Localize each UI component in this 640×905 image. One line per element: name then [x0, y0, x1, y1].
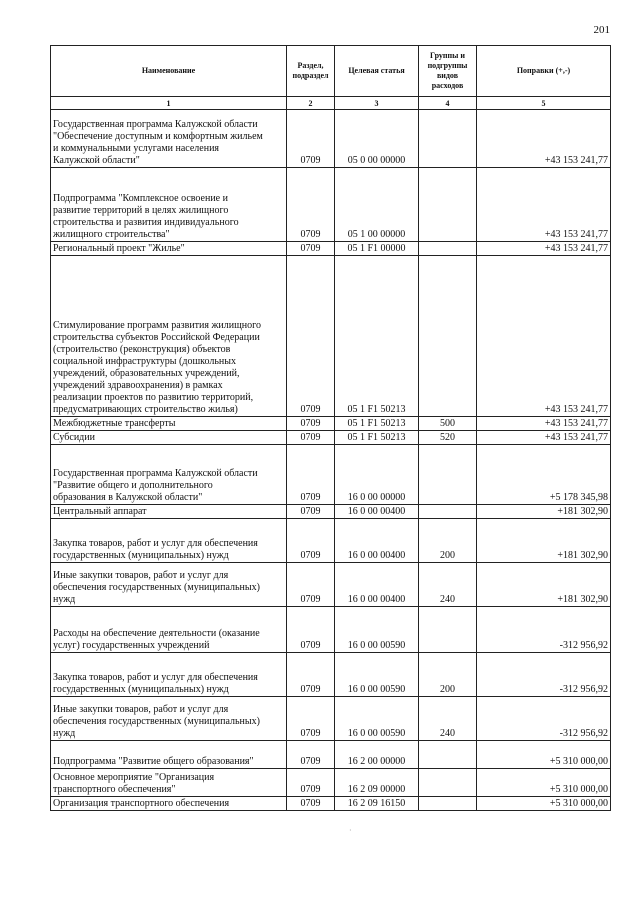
column-number: 3	[335, 97, 419, 110]
row-section: 0709	[287, 519, 335, 563]
table-row	[51, 797, 611, 811]
row-name: Стимулирование программ развития жилищного строительства субъектов Российской Федерации (строительство (реконструкция) объектов социальной инфраструктуры (дошкольных учреждений, образовательных учреждений, учреждений здравоохранения) в рамках реализации проектов по развитию территорий, предусматривающих строительство жилья)	[51, 256, 287, 417]
row-group: 240	[419, 563, 477, 607]
table-row	[51, 607, 611, 653]
row-name: Центральный аппарат	[51, 505, 287, 519]
row-amount: +181 302,90	[477, 563, 611, 607]
table-row	[51, 519, 611, 563]
row-group	[419, 445, 477, 505]
row-amount: +43 153 241,77	[477, 431, 611, 445]
column-number: 5	[477, 97, 611, 110]
row-section: 0709	[287, 563, 335, 607]
row-amount: +43 153 241,77	[477, 110, 611, 168]
row-section: 0709	[287, 607, 335, 653]
row-section: 0709	[287, 653, 335, 697]
row-name: Субсидии	[51, 431, 287, 445]
table-row	[51, 242, 611, 256]
row-target: 16 0 00 00590	[335, 697, 419, 741]
row-amount: -312 956,92	[477, 653, 611, 697]
row-name: Государственная программа Калужской области "Развитие общего и дополнительного образования в Калужской области"	[51, 445, 287, 505]
row-amount: -312 956,92	[477, 697, 611, 741]
row-target: 05 1 F1 50213	[335, 417, 419, 431]
row-section: 0709	[287, 256, 335, 417]
row-section: 0709	[287, 431, 335, 445]
table-row	[51, 168, 611, 242]
column-number: 4	[419, 97, 477, 110]
row-section: 0709	[287, 505, 335, 519]
row-group	[419, 242, 477, 256]
row-group	[419, 168, 477, 242]
table-row	[51, 256, 611, 417]
row-group	[419, 256, 477, 417]
row-name: Государственная программа Калужской области "Обеспечение доступным и комфортным жильем и коммунальными услугами населения Калужской области"	[51, 110, 287, 168]
row-target: 16 2 09 16150	[335, 797, 419, 811]
row-section: 0709	[287, 769, 335, 797]
table-row	[51, 417, 611, 431]
table-row	[51, 563, 611, 607]
row-amount: +43 153 241,77	[477, 168, 611, 242]
table-row	[51, 769, 611, 797]
row-name: Организация транспортного обеспечения	[51, 797, 287, 811]
row-amount: -312 956,92	[477, 607, 611, 653]
table-row	[51, 741, 611, 769]
table-row	[51, 653, 611, 697]
row-name: Иные закупки товаров, работ и услуг для обеспечения государственных (муниципальных) нужд	[51, 697, 287, 741]
row-amount: +5 310 000,00	[477, 769, 611, 797]
row-target: 16 0 00 00590	[335, 607, 419, 653]
row-name: Межбюджетные трансферты	[51, 417, 287, 431]
column-number: 1	[51, 97, 287, 110]
row-target: 16 0 00 00400	[335, 519, 419, 563]
row-group: 200	[419, 519, 477, 563]
row-group	[419, 797, 477, 811]
row-amount: +5 310 000,00	[477, 741, 611, 769]
row-name: Закупка товаров, работ и услуг для обеспечения государственных (муниципальных) нужд	[51, 519, 287, 563]
row-section: 0709	[287, 242, 335, 256]
header-amendments: Поправки (+,-)	[477, 46, 611, 97]
row-target: 16 2 09 00000	[335, 769, 419, 797]
row-amount: +43 153 241,77	[477, 417, 611, 431]
row-amount: +5 310 000,00	[477, 797, 611, 811]
row-name: Расходы на обеспечение деятельности (оказание услуг) государственных учреждений	[51, 607, 287, 653]
row-group: 520	[419, 431, 477, 445]
table-row	[51, 697, 611, 741]
scan-dot: ·	[349, 826, 352, 835]
row-section: 0709	[287, 445, 335, 505]
row-amount: +181 302,90	[477, 505, 611, 519]
table-row	[51, 431, 611, 445]
row-section: 0709	[287, 697, 335, 741]
row-group: 240	[419, 697, 477, 741]
row-target: 16 0 00 00590	[335, 653, 419, 697]
row-group	[419, 110, 477, 168]
row-name: Иные закупки товаров, работ и услуг для обеспечения государственных (муниципальных) нужд	[51, 563, 287, 607]
row-target: 05 1 F1 00000	[335, 242, 419, 256]
budget-table	[50, 45, 611, 811]
row-group	[419, 741, 477, 769]
row-target: 16 0 00 00000	[335, 445, 419, 505]
row-amount: +43 153 241,77	[477, 256, 611, 417]
column-number: 2	[287, 97, 335, 110]
header-target: Целевая статья	[335, 46, 419, 97]
row-group: 500	[419, 417, 477, 431]
row-section: 0709	[287, 741, 335, 769]
row-name: Закупка товаров, работ и услуг для обеспечения государственных (муниципальных) нужд	[51, 653, 287, 697]
row-target: 05 0 00 00000	[335, 110, 419, 168]
row-amount: +181 302,90	[477, 519, 611, 563]
row-section: 0709	[287, 168, 335, 242]
header-groups: Группы и подгруппы видов расходов	[419, 46, 477, 97]
row-target: 16 0 00 00400	[335, 563, 419, 607]
row-group	[419, 607, 477, 653]
column-number-row	[51, 97, 611, 110]
row-name: Подпрограмма "Развитие общего образования"	[51, 741, 287, 769]
row-amount: +5 178 345,98	[477, 445, 611, 505]
row-target: 16 0 00 00400	[335, 505, 419, 519]
row-section: 0709	[287, 797, 335, 811]
row-amount: +43 153 241,77	[477, 242, 611, 256]
header-name: Наименование	[51, 46, 287, 97]
header-section: Раздел, подраздел	[287, 46, 335, 97]
row-section: 0709	[287, 110, 335, 168]
header-row	[51, 46, 611, 97]
page-number: 201	[593, 24, 610, 36]
row-target: 05 1 F1 50213	[335, 431, 419, 445]
row-name: Региональный проект "Жилье"	[51, 242, 287, 256]
table-row	[51, 110, 611, 168]
row-group	[419, 505, 477, 519]
row-name: Подпрограмма "Комплексное освоение и развитие территорий в целях жилищного строительства и развития индивидуального жилищного строительства"	[51, 168, 287, 242]
row-section: 0709	[287, 417, 335, 431]
row-target: 05 1 F1 50213	[335, 256, 419, 417]
table-row	[51, 505, 611, 519]
table-row	[51, 445, 611, 505]
row-name: Основное мероприятие "Организация транспортного обеспечения"	[51, 769, 287, 797]
row-target: 16 2 00 00000	[335, 741, 419, 769]
row-target: 05 1 00 00000	[335, 168, 419, 242]
row-group	[419, 769, 477, 797]
row-group: 200	[419, 653, 477, 697]
